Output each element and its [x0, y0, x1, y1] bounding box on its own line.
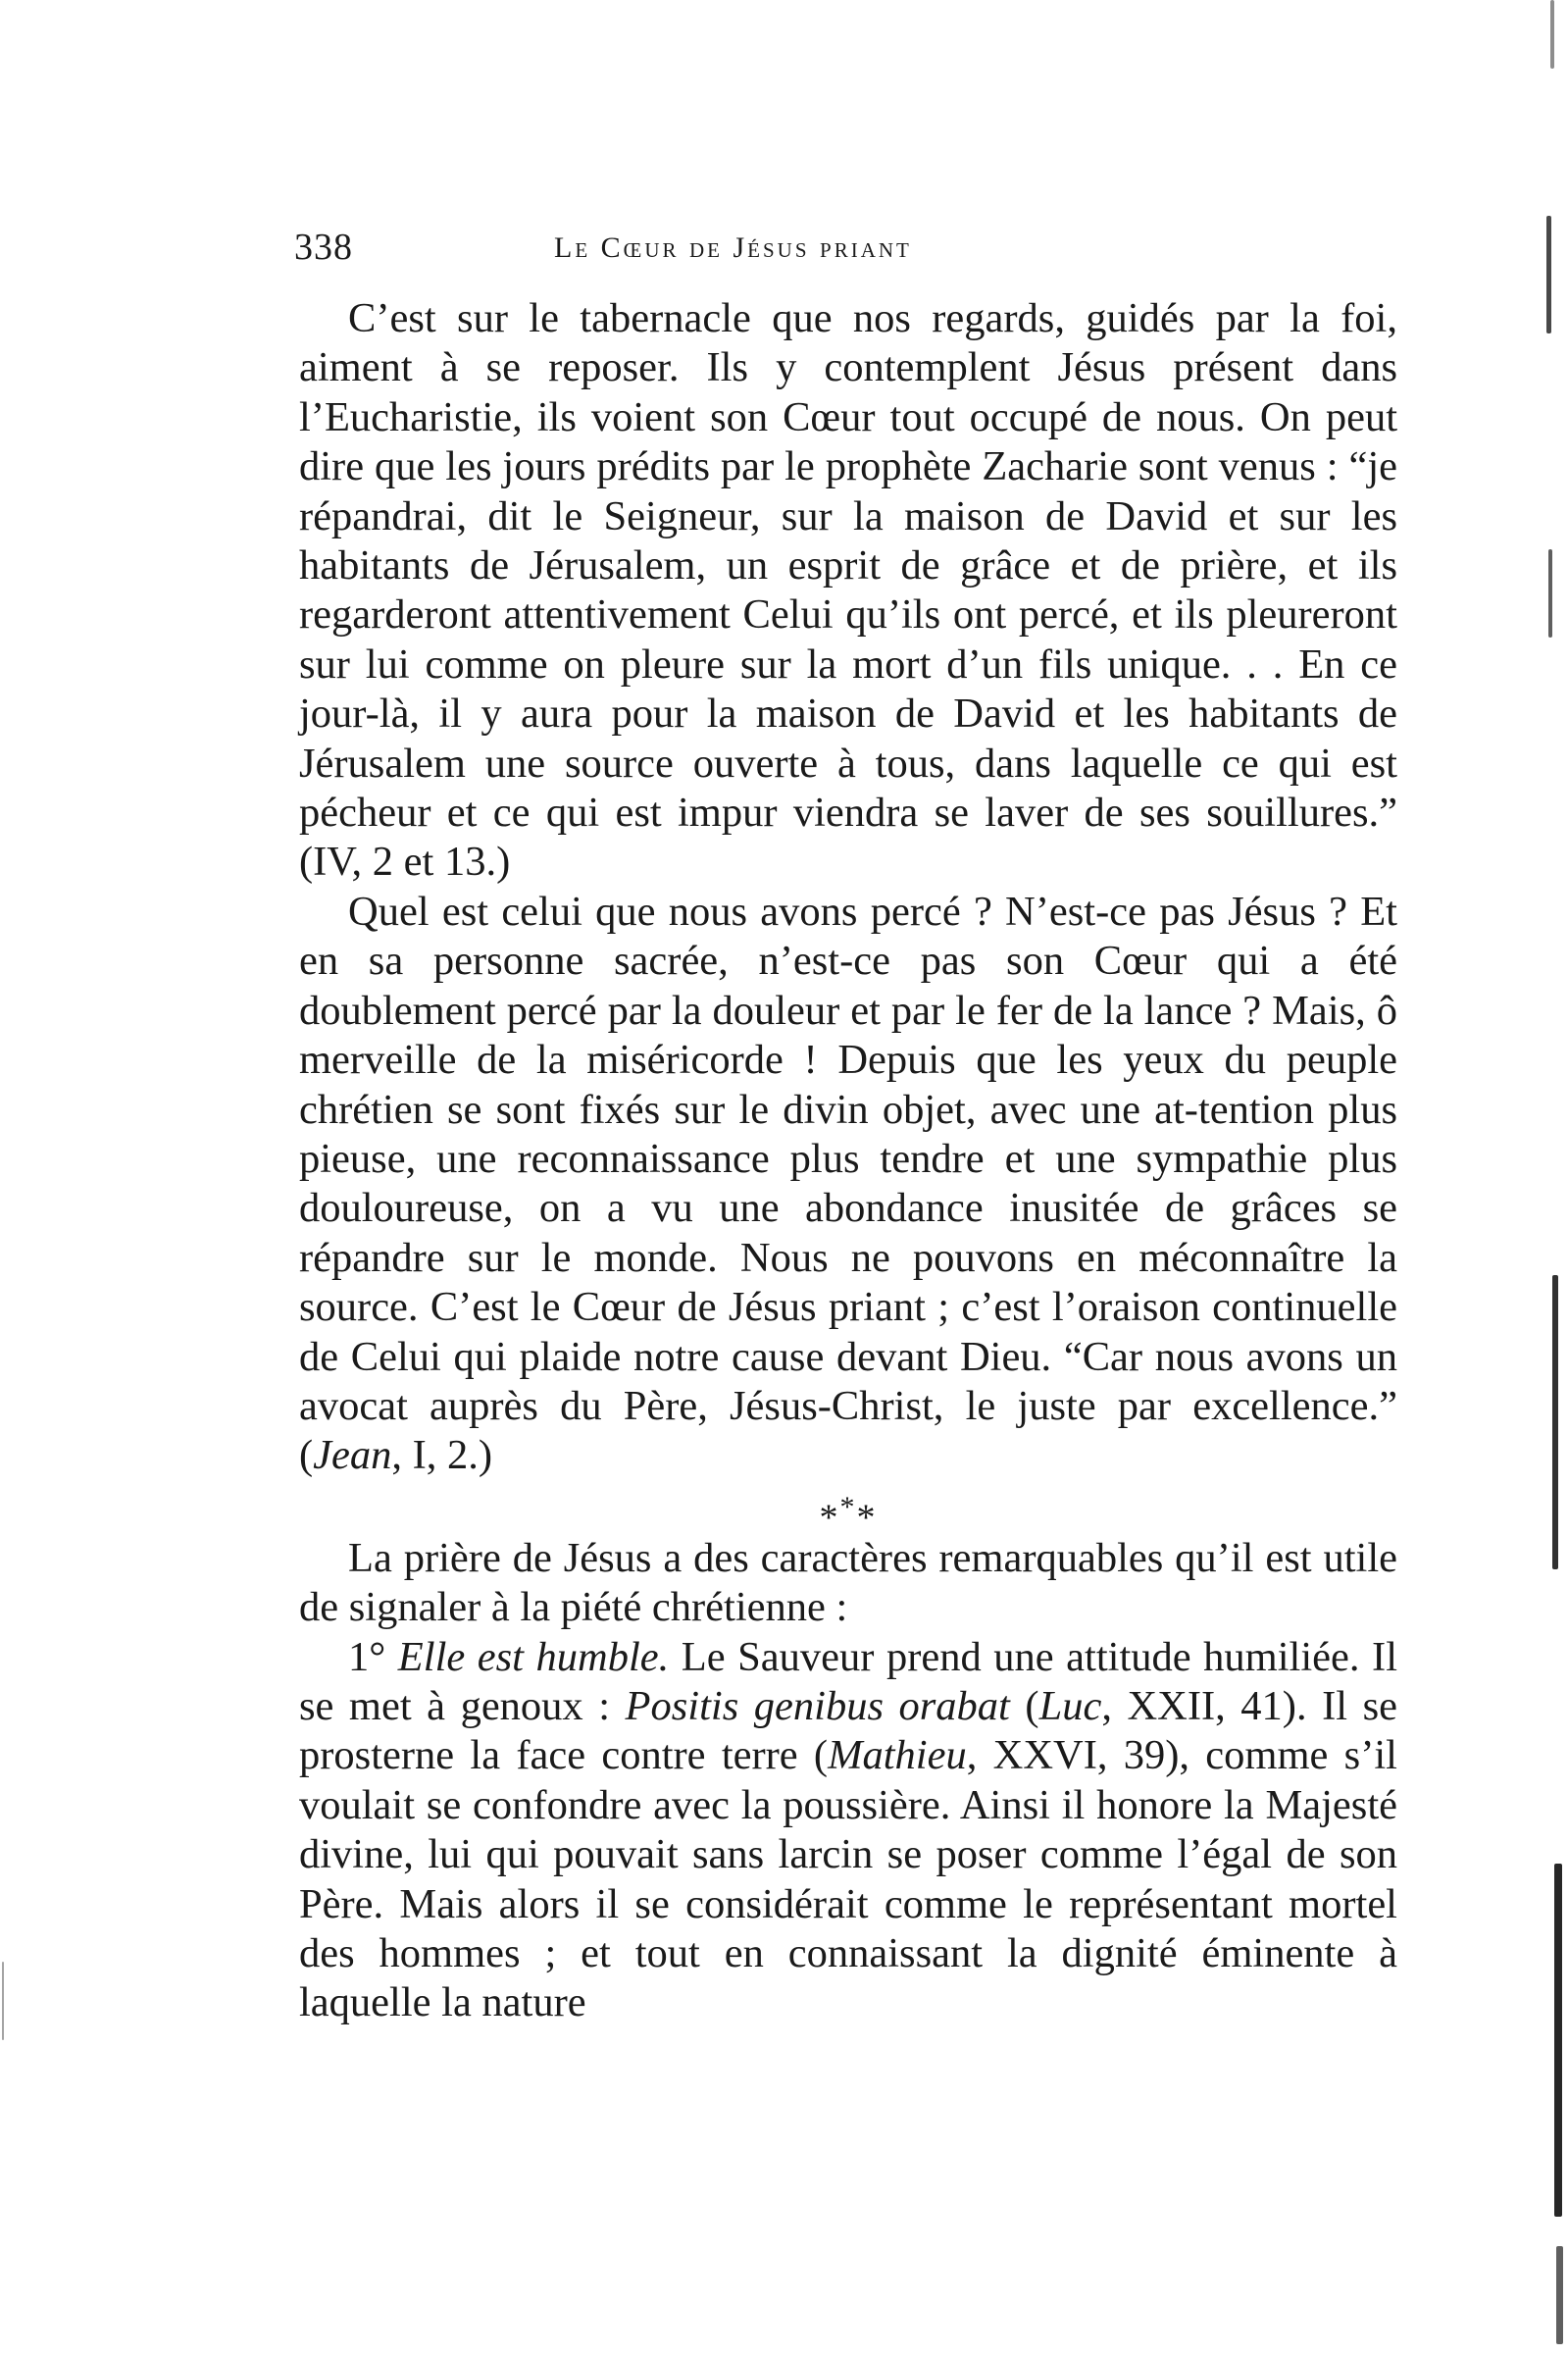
reference-luc: Luc	[1038, 1682, 1102, 1729]
running-title: Le Cœur de Jésus priant	[554, 231, 912, 264]
paragraph-1: C’est sur le tabernacle que nos regards, guidés par la foi, aiment à se reposer. Ils y contemplent Jésus présent dans l’Eucharistie, ils voient son Cœur tout occupé de nous. On peut dire que les jours prédits par le prophète Zacharie sont venus : “je répandrai, dit le Seigneur, sur la maison de David et sur les habitants de Jérusalem, un esprit de grâce et de prière, et ils regarderont attentivement Celui qu’ils ont percé, et ils pleureront sur lui comme on pleure sur la mort d’un fils unique. . . En ce jour-là, il y aura pour la maison de David et les habitants de Jérusalem une source ouverte à tous, dans laquelle ce qui est pécheur et ce qui est impur viendra se laver de ses souillures.” (IV, 2 et 13.)	[299, 295, 1397, 886]
reference-book: Jean	[313, 1432, 392, 1479]
section-separator: ***	[819, 1490, 878, 1539]
list-title: Elle est humble.	[397, 1633, 670, 1680]
latin-quote: Positis genibus orabat	[625, 1682, 1010, 1729]
scan-edge-left	[0, 1864, 10, 2256]
paragraph-2	[299, 888, 1397, 1481]
body-text	[299, 294, 1397, 2028]
paragraph-3: La prière de Jésus a des caractères remarquables qu’il est utile de signaler à la piété chrétienne :	[299, 1534, 1397, 1631]
paragraph-2-main: Quel est celui que nous avons percé ? N’est-ce pas Jésus ? Et en sa personne sacrée, n’est-ce pas son Cœur qui a été doublement percé par la douleur et par le fer de la lance ? Mais, ô merveille de la miséricorde ! Depuis que les yeux du peuple chrétien se sont fixés sur le divin objet, avec une at-tention plus pieuse, une reconnaissance plus tendre et une sympathie plus douloureuse, on a vu une abondance inusitée de grâces se répandre sur le monde. Nous ne pouvons en méconnaître la source. C’est le Cœur de Jésus priant ; c’est l’oraison continuelle de Celui qui plaide notre cause devant Dieu. “Car nous avons un avocat auprès du Père, Jésus-Christ, le juste par excellence.” (	[299, 888, 1397, 1479]
list-number: 1°	[348, 1633, 386, 1680]
reference-mathieu: Mathieu	[828, 1732, 967, 1779]
paragraph-4: 1° Elle est humble. Le Sauveur prend une attitude humiliée. Il se met à genoux : Positis genibus orabat (Luc, XXII, 41). Il se prosterne la face contre terre (Mathieu, XXVI, 39), comme s’il voulait se confondre avec la poussière. Ainsi il honore la Majesté divine, lui qui pouvait sans larcin se poser comme l’égal de son Père. Mais alors il se considérait comme le représentant mortel des hommes ; et tout en connaissant la dignité éminente à laquelle la nature	[299, 1633, 1398, 2026]
reference-tail: , I, 2.)	[391, 1432, 493, 1479]
scan-edge-right	[1529, 0, 1568, 2355]
page-header	[294, 226, 1392, 284]
page-number: 338	[294, 227, 353, 268]
